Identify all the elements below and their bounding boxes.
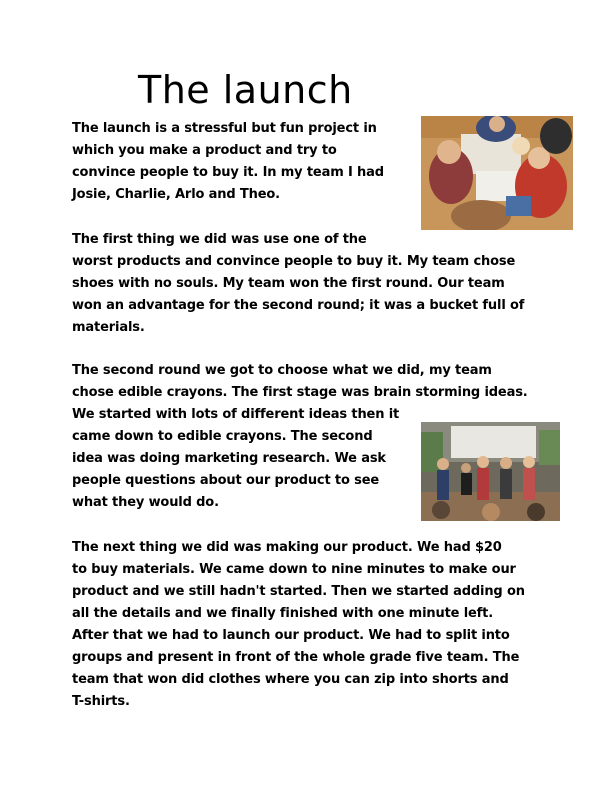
students-presenting-photo <box>421 422 560 521</box>
paragraph-3-line-7: what they would do. <box>72 495 219 510</box>
paragraph-3-line-6: people questions about our product to see <box>72 473 380 488</box>
students-floor-photo <box>421 116 573 230</box>
paragraph-3-line-2: chose edible crayons. The first stage was brain storming ideas. <box>72 385 528 400</box>
paragraph-4-line-6: groups and present in front of the whole grade five team. The <box>72 650 520 665</box>
paragraph-2-line-3: shoes with no souls. My team won the first round. Our team <box>72 276 505 291</box>
paragraph-3-line-3: We started with lots of different ideas then it <box>72 407 400 422</box>
page-title: The launch <box>138 68 353 112</box>
paragraph-4-line-5: After that we had to launch our product. We had to split into <box>72 628 510 643</box>
paragraph-3-line-5: idea was doing marketing research. We ask <box>72 451 386 466</box>
paragraph-2-line-2: worst products and convince people to buy it. My team chose <box>72 254 516 269</box>
paragraph-1-line-4: Josie, Charlie, Arlo and Theo. <box>72 187 280 202</box>
paragraph-3-line-1: The second round we got to choose what we did, my team <box>72 363 492 378</box>
paragraph-1-line-2: which you make a product and try to <box>72 143 337 158</box>
paragraph-4-line-7: team that won did clothes where you can zip into shorts and <box>72 672 509 687</box>
paragraph-4-line-4: all the details and we finally finished with one minute left. <box>72 606 494 621</box>
paragraph-1-line-1: The launch is a stressful but fun project in <box>72 121 377 136</box>
paragraph-4-line-8: T-shirts. <box>72 694 130 709</box>
paragraph-4-line-1: The next thing we did was making our product. We had $20 <box>72 540 502 555</box>
paragraph-2-line-5: materials. <box>72 320 145 335</box>
paragraph-3-line-4: came down to edible crayons. The second <box>72 429 373 444</box>
paragraph-4-line-3: product and we still hadn't started. Then we started adding on <box>72 584 525 599</box>
paragraph-2-line-1: The first thing we did was use one of the <box>72 232 367 247</box>
paragraph-1-line-3: convince people to buy it. In my team I had <box>72 165 384 180</box>
paragraph-2-line-4: won an advantage for the second round; it was a bucket full of <box>72 298 525 313</box>
paragraph-4-line-2: to buy materials. We came down to nine minutes to make our <box>72 562 516 577</box>
